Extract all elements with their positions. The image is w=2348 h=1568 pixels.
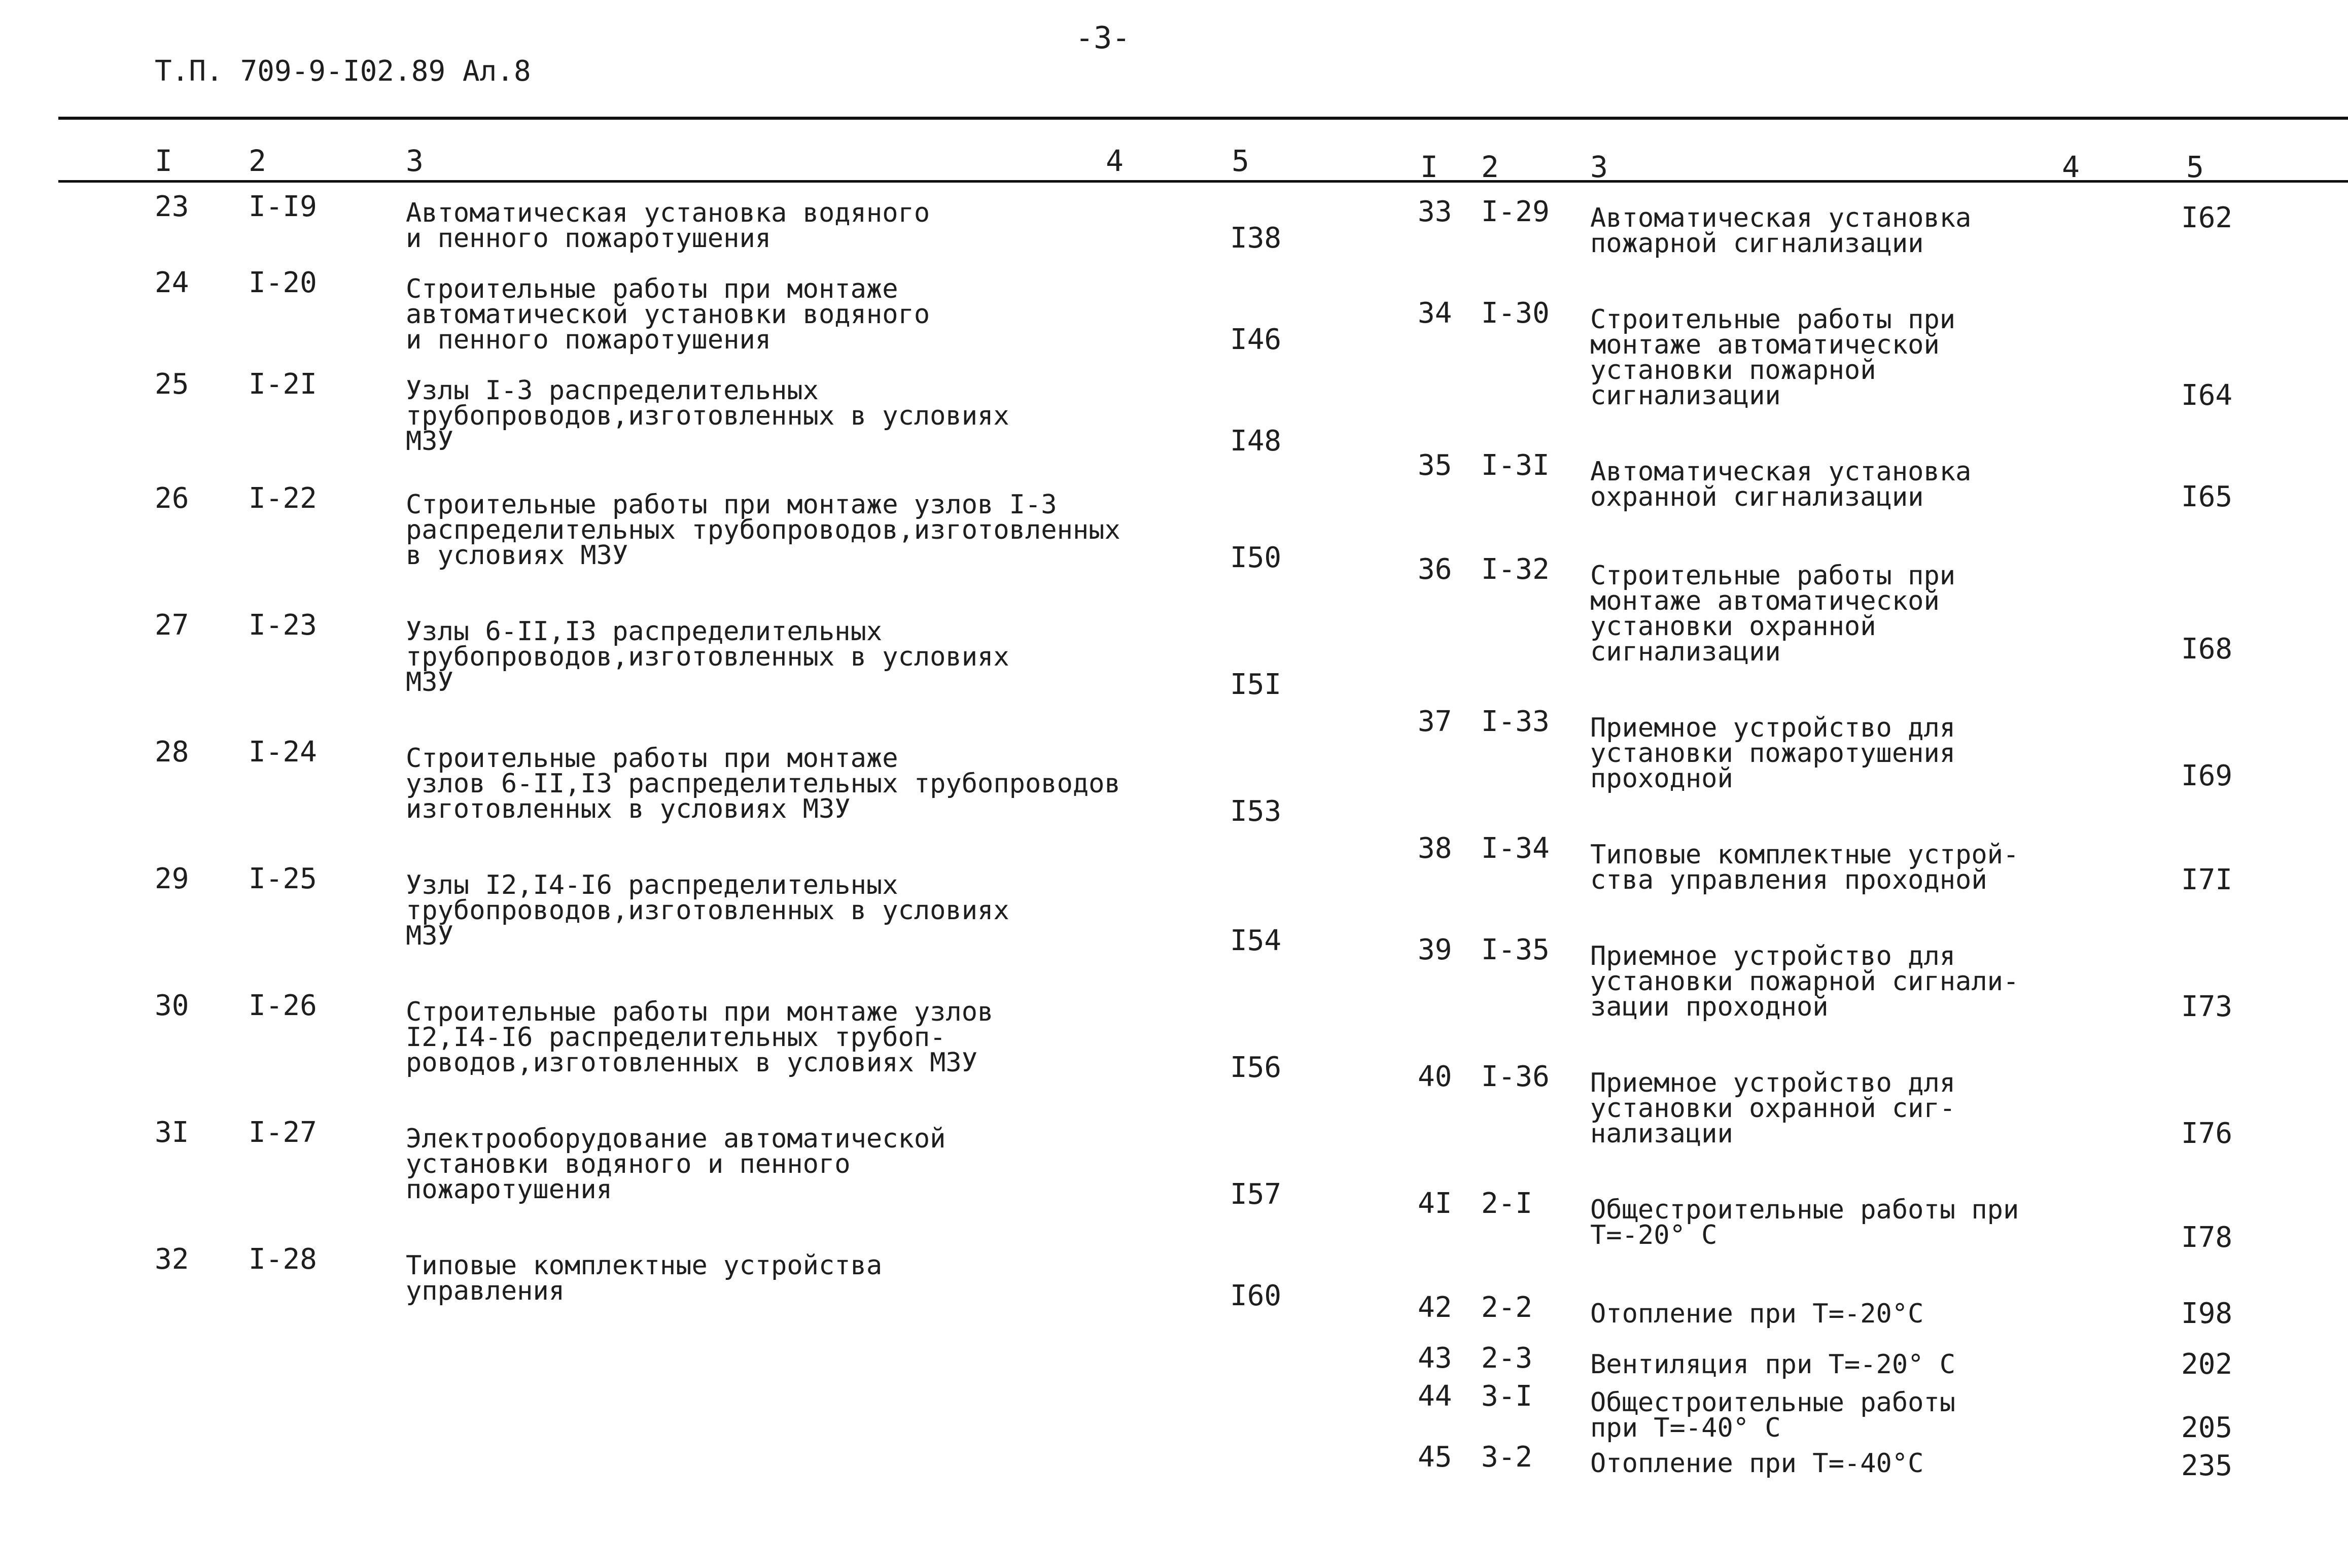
- row-title: [406, 276, 930, 353]
- col-header-1: I: [155, 144, 172, 178]
- row-page: I5I: [1230, 668, 1282, 701]
- row-page: I38: [1230, 222, 1282, 255]
- row-title: [1590, 1349, 1956, 1380]
- row-page: I64: [2181, 379, 2233, 412]
- row-title-line: I2,I4-I6 распределительных трубоп-: [406, 1022, 946, 1053]
- row-title-line: ства управления проходной: [1590, 865, 1987, 895]
- row-page: I56: [1230, 1051, 1282, 1084]
- row-title: [406, 1124, 946, 1205]
- row-number: 43: [1418, 1342, 1452, 1375]
- row-page: I53: [1230, 795, 1282, 828]
- row-page: I98: [2181, 1297, 2233, 1330]
- row-code: I-30: [1481, 297, 1550, 330]
- row-title: [1590, 304, 1956, 411]
- row-title-line: Приемное устройство для: [1590, 941, 1956, 971]
- row-number: 38: [1418, 832, 1452, 865]
- row-title-line: Т=-20° С: [1590, 1220, 1718, 1250]
- row-code: I-26: [249, 989, 317, 1022]
- row-title-line: роводов,изготовленных в условиях МЗУ: [406, 1048, 978, 1078]
- row-code: I-32: [1481, 553, 1550, 586]
- row-title: [1590, 1301, 1923, 1327]
- row-title-line: Отопление при Т=-20°С: [1590, 1299, 1924, 1329]
- row-title-line: Электрооборудование автоматической: [406, 1124, 946, 1154]
- row-number: 28: [155, 736, 189, 769]
- row-page: I48: [1230, 425, 1282, 458]
- row-code: I-29: [1481, 195, 1550, 228]
- row-page: I60: [1230, 1279, 1282, 1312]
- row-title: [1590, 1387, 1956, 1443]
- row-title-line: МЗУ: [406, 921, 453, 951]
- row-title-line: Общестроительные работы: [1590, 1387, 1956, 1418]
- row-page: I65: [2181, 480, 2233, 513]
- row-code: I-23: [249, 609, 317, 642]
- row-title: [1590, 941, 2019, 1022]
- row-number: 34: [1418, 297, 1452, 330]
- row-title: [406, 870, 1009, 951]
- row-code: I-33: [1481, 705, 1550, 738]
- row-title: [1590, 1448, 1924, 1479]
- row-title-line: изготовленных в условиях МЗУ: [406, 794, 851, 824]
- row-number: 23: [155, 190, 189, 223]
- row-title-line: монтаже автоматической: [1590, 586, 1940, 616]
- col-header-4: 4: [1106, 144, 1124, 178]
- page-number: -3-: [1075, 20, 1131, 56]
- row-title: [1590, 713, 1956, 794]
- row-title-line: и пенного пожаротушения: [406, 325, 772, 355]
- row-number: 36: [1418, 553, 1452, 586]
- row-title-line: проходной: [1590, 763, 1733, 794]
- row-number: 33: [1418, 195, 1452, 228]
- row-number: 30: [155, 989, 189, 1022]
- row-title: [406, 198, 930, 254]
- row-title: [406, 490, 1120, 571]
- row-number: 25: [155, 368, 189, 401]
- row-title-line: монтаже автоматической: [1590, 330, 1940, 360]
- row-title-line: узлов 6-II,I3 распределительных трубопроводов: [406, 769, 1120, 799]
- row-title: [1590, 1068, 1956, 1149]
- row-code: I-20: [249, 266, 317, 299]
- row-title-line: охранной сигнализации: [1590, 482, 1924, 512]
- row-number: 40: [1418, 1060, 1452, 1093]
- row-title-line: зации проходной: [1590, 992, 1829, 1022]
- row-title-line: Автоматическая установка: [1590, 457, 1972, 487]
- row-number: 42: [1418, 1291, 1452, 1324]
- col-header-5: 5: [1232, 144, 1249, 178]
- row-number: 32: [155, 1243, 189, 1276]
- row-title: [1590, 563, 1955, 665]
- row-title: [406, 743, 1120, 824]
- col-header-4-right: 4: [2062, 150, 2080, 184]
- col-header-2: 2: [249, 144, 266, 178]
- header-rule: [58, 180, 2348, 183]
- row-page: 202: [2181, 1348, 2233, 1381]
- row-page: I46: [1230, 323, 1282, 356]
- row-number: 39: [1418, 933, 1452, 966]
- row-code: I-22: [249, 482, 317, 515]
- row-code: I-36: [1481, 1060, 1550, 1093]
- row-page: I50: [1230, 541, 1282, 574]
- row-title: [1590, 1197, 2019, 1248]
- row-page: I57: [1230, 1178, 1282, 1211]
- row-title-line: МЗУ: [406, 667, 453, 698]
- row-code: I-28: [249, 1243, 317, 1276]
- row-page: 205: [2181, 1411, 2233, 1444]
- row-code: 2-2: [1481, 1291, 1533, 1324]
- row-code: I-I9: [249, 190, 317, 223]
- row-title-line: сигнализации: [1590, 380, 1781, 411]
- row-title-line: установки пожаротушения: [1590, 738, 1956, 769]
- row-title-line: пожарной сигнализации: [1590, 228, 1924, 259]
- row-title-line: распределительных трубопроводов,изготовленных: [406, 515, 1120, 545]
- document-code: Т.П. 709-9-I02.89 Ал.8: [155, 55, 531, 88]
- row-page: I69: [2181, 759, 2233, 792]
- row-title-line: Типовые комплектные устройства: [406, 1250, 883, 1281]
- col-header-3-right: 3: [1590, 150, 1608, 184]
- row-title-line: управления: [406, 1276, 565, 1306]
- row-title-line: при Т=-40° С: [1590, 1413, 1781, 1443]
- row-title-line: установки пожарной сигнали-: [1590, 966, 2019, 997]
- row-code: 3-2: [1481, 1441, 1533, 1474]
- row-title-line: Вентиляция при Т=-20° С: [1590, 1349, 1956, 1380]
- row-page: I62: [2181, 201, 2233, 234]
- row-code: I-24: [249, 736, 317, 769]
- row-title-line: Строительные работы при: [1590, 561, 1956, 591]
- row-title-line: в условиях МЗУ: [406, 540, 628, 571]
- row-title-line: трубопроводов,изготовленных в условиях: [406, 642, 1009, 672]
- row-title-line: Отопление при Т=-40°С: [1590, 1448, 1924, 1479]
- row-title-line: Общестроительные работы при: [1590, 1195, 2019, 1225]
- row-title: [406, 997, 994, 1078]
- row-title-line: пожаротушения: [406, 1174, 612, 1205]
- col-header-2-right: 2: [1481, 150, 1499, 184]
- row-code: I-3I: [1481, 449, 1550, 482]
- row-title-line: установки водяного и пенного: [406, 1149, 851, 1179]
- row-title-line: Узлы I-3 распределительных: [406, 375, 819, 406]
- row-page: I78: [2181, 1221, 2233, 1254]
- row-code: 2-I: [1481, 1187, 1533, 1220]
- row-title-line: установки охранной сиг-: [1590, 1093, 1956, 1124]
- row-title-line: нализации: [1590, 1119, 1733, 1149]
- row-title-line: Автоматическая установка водяного: [406, 198, 930, 228]
- row-title-line: Строительные работы при монтаже: [406, 743, 898, 774]
- row-number: 29: [155, 862, 189, 895]
- row-code: I-34: [1481, 832, 1550, 865]
- row-title: [1590, 459, 1971, 510]
- row-title-line: установки пожарной: [1590, 355, 1876, 386]
- row-code: I-35: [1481, 933, 1550, 966]
- row-title-line: Строительные работы при: [1590, 304, 1956, 335]
- row-title-line: Приемное устройство для: [1590, 713, 1956, 743]
- row-title: [1590, 203, 1972, 259]
- row-title-line: и пенного пожаротушения: [406, 223, 772, 254]
- row-code: 2-3: [1481, 1342, 1533, 1375]
- row-title-line: установки охранной: [1590, 611, 1876, 642]
- row-title: [406, 375, 1009, 457]
- row-title-line: трубопроводов,изготовленных в условиях: [406, 895, 1009, 926]
- row-title-line: Автоматическая установка: [1590, 203, 1972, 233]
- row-page: I68: [2181, 633, 2233, 666]
- row-number: 4I: [1418, 1187, 1452, 1220]
- row-title-line: Узлы I2,I4-I6 распределительных: [406, 870, 898, 900]
- row-title-line: Приемное устройство для: [1590, 1068, 1956, 1098]
- row-title-line: сигнализации: [1590, 637, 1781, 667]
- row-number: 26: [155, 482, 189, 515]
- row-title-line: Типовые комплектные устрой-: [1590, 840, 2019, 870]
- row-number: 35: [1418, 449, 1452, 482]
- col-header-5-right: 5: [2186, 150, 2204, 184]
- row-title-line: МЗУ: [406, 426, 453, 457]
- row-page: I73: [2181, 990, 2233, 1023]
- row-title: [1590, 842, 2019, 893]
- row-title: [406, 1250, 883, 1306]
- row-title-line: Узлы 6-II,I3 распределительных: [406, 616, 883, 647]
- row-page: I76: [2181, 1117, 2233, 1150]
- row-code: I-25: [249, 862, 317, 895]
- row-number: 3I: [155, 1116, 189, 1149]
- row-code: I-27: [249, 1116, 317, 1149]
- row-number: 45: [1418, 1441, 1452, 1474]
- row-page: 235: [2181, 1449, 2233, 1482]
- row-title-line: Строительные работы при монтаже узлов: [406, 997, 994, 1027]
- row-code: 3-I: [1481, 1380, 1533, 1413]
- row-title-line: автоматической установки водяного: [406, 299, 930, 330]
- row-number: 24: [155, 266, 189, 299]
- row-page: I7I: [2181, 863, 2233, 896]
- row-title-line: Строительные работы при монтаже: [406, 274, 898, 304]
- row-code: I-2I: [249, 368, 317, 401]
- top-rule: [58, 117, 2348, 120]
- row-number: 37: [1418, 705, 1452, 738]
- row-number: 44: [1418, 1380, 1452, 1413]
- row-title: [406, 616, 1009, 698]
- col-header-1-right: I: [1420, 150, 1438, 184]
- row-number: 27: [155, 609, 189, 642]
- col-header-3: 3: [406, 144, 424, 178]
- row-page: I54: [1230, 924, 1282, 957]
- row-title-line: Строительные работы при монтаже узлов I-3: [406, 490, 1057, 520]
- row-title-line: трубопроводов,изготовленных в условиях: [406, 401, 1009, 431]
